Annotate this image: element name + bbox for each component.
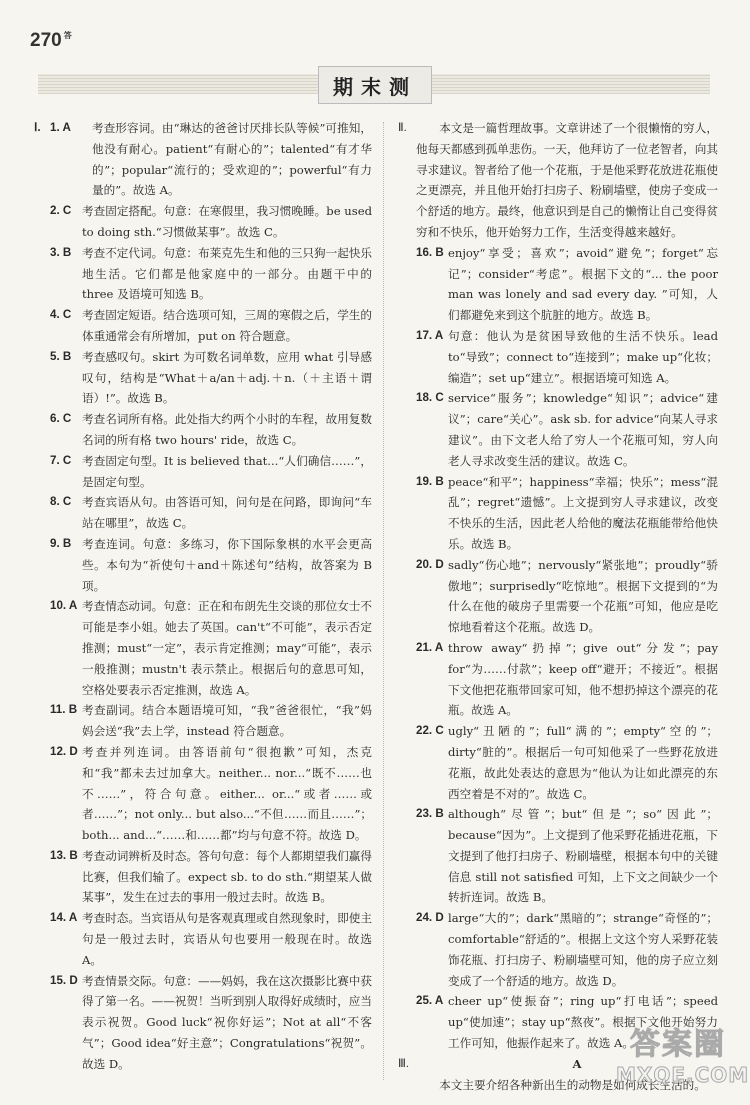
answer-item-24 — [394, 908, 718, 991]
answer-number: 12. D — [50, 744, 78, 758]
section-2-intro — [394, 118, 718, 243]
answer-explanation: peace“和平”；happiness“幸福；快乐”；mess“混乱”；regret“遗憾”。上文提到穷人寻求建议，改变不快乐的生活，因此老人给他的魔法花瓶能带给他快乐。故选 B。 — [448, 474, 718, 551]
answer-item-17 — [394, 326, 718, 388]
section-summary: 本文主要介绍各种新出生的动物是如何成长生活的。 — [439, 1077, 706, 1092]
answer-explanation: 考查感叹句。skirt 为可数名词单数，应用 what 引导感叹句，结构是“What＋a/an＋adj.＋n.（＋主语＋谓语）!”。故选 B。 — [82, 349, 372, 406]
section-numeral: Ⅰ. — [34, 121, 41, 134]
answer-explanation: 考查不定代词。句意：布莱克先生和他的三只狗一起快乐地生活。它们都是他家庭中的一部分。由题干中的 three 及语境可知选 B。 — [82, 245, 372, 302]
answer-number: 17. A — [416, 328, 444, 342]
answer-item-3 — [34, 243, 372, 305]
answer-explanation: 考查动词辨析及时态。答句句意：每个人都期望我们赢得比赛，但我们输了。expect sb. to do sth.“期望某人做某事”，发生在过去的事用一般过去时。故选 B。 — [82, 848, 372, 905]
answer-explanation: ugly“丑陋的”；full“满的”；empty“空的”；dirty“脏的”。根据后一句可知他采了一些野花放进花瓶，故此处表达的意思为“他认为让如此漂亮的东西空着是不对的”。故选 C。 — [448, 724, 718, 801]
section-numeral: Ⅲ. — [398, 1056, 409, 1070]
page-title: 期末测 — [318, 66, 432, 104]
answer-explanation: sadly“伤心地”；nervously“紧张地”；proudly“骄傲地”；surprisedly“吃惊地”。根据下文提到的“为什么在他的破房子里需要一个花瓶”可知，他应是吃惊地看着这个花瓶。故选 D。 — [448, 557, 718, 635]
answer-item-19 — [394, 472, 718, 555]
answer-number: 10. A — [50, 599, 78, 613]
answer-number: 11. B — [50, 703, 78, 717]
section-summary: 本文是一篇哲理故事。文章讲述了一个很懒惰的穷人，他每天都感到孤单悲伤。一天，他拜访了一位老智者，向其寻求建议。智者给了他一个花瓶，于是他采野花放进花瓶使之更漂亮，并且他开始打扫房子、粉刷墙壁，使房子变成一个舒适的地方。最终，他意识到是自己的懒惰让自己变得贫穷和不快乐，他开始努力工作，生活变得越来越好。 — [416, 121, 718, 239]
answer-item-21 — [394, 638, 718, 721]
answer-explanation: 考查连词。句意：多练习，你下国际象棋的水平会更高些。本句为“祈使句＋and＋陈述句”结构，故答案为 B 项。 — [82, 536, 372, 593]
answer-explanation: 考查副词。结合本题语境可知，“我”爸爸很忙，“我”妈妈会送“我”去上学，instead 符合题意。 — [82, 703, 372, 739]
answer-number: 5. B — [50, 349, 72, 363]
answer-explanation: cheer up“使振奋”；ring up“打电话”；speed up“使加速”；stay up“熬夜”。根据下文他开始努力工作可知，他振作起来了。故选 A。 — [448, 994, 718, 1051]
watermark-text-en: MXQE.COM — [616, 1063, 750, 1087]
answer-number: 19. B — [416, 474, 444, 488]
answer-explanation: throw away“扔掉”；give out“分发”；pay for“为……付款”；keep off“避开；不接近”。根据下文他把花瓶带回家可知，他不想扔掉这个漂亮的花瓶。故选 A。 — [448, 640, 718, 718]
subsection-label: A — [572, 1056, 582, 1071]
answer-explanation: 考查时态。当宾语从句是客观真理或自然现象时，即使主句是一般过去时，宾语从句也要用一般现在时。故选 A。 — [82, 911, 372, 967]
answer-number: 16. B — [416, 245, 444, 259]
answer-number: 4. C — [50, 308, 72, 322]
left-column — [34, 118, 372, 1075]
answer-item-11 — [34, 700, 372, 742]
answer-explanation: 考查情景交际。句意：——妈妈，我在这次摄影比赛中获得了第一名。——祝贺！当听到别人取得好成绩时，应当表示祝贺。Good luck“祝你好运”；Not at all“不客气”；Good idea“好主意”；Congratulations“祝贺”。故选 D。 — [82, 973, 372, 1071]
answer-number: 6. C — [50, 412, 72, 426]
answer-number: 8. C — [50, 495, 72, 509]
answer-item-13 — [34, 846, 372, 908]
answer-number: 3. B — [50, 245, 72, 259]
answer-number: 23. B — [416, 807, 444, 821]
answer-explanation: 考查名词所有格。此处指大约两个小时的车程，故用复数名词的所有格 two hours' ride，故选 C。 — [82, 412, 372, 447]
page-number-tag: 答 — [63, 31, 72, 40]
answer-number: 7. C — [50, 453, 72, 467]
answer-explanation: 考查固定短语。结合选项可知，三周的寒假之后，学生的体重通常会有所增加，put on 符合题意。 — [82, 308, 372, 343]
answer-explanation: 考查固定句型。It is believed that...“人们确信……”，是固定句型。 — [82, 453, 372, 489]
answer-explanation: service“服务”；knowledge“知识”；advice“建议”；care“关心”。ask sb. for advice“向某人寻求建议”。由下文老人给了穷人一个花瓶可知，穷人向老人寻求改变生活的建议。故选 C。 — [448, 391, 718, 468]
answer-item-6 — [34, 409, 372, 451]
answer-item-16 — [394, 243, 718, 326]
answer-number: 25. A — [416, 994, 444, 1008]
section-numeral: Ⅱ. — [398, 121, 407, 134]
answer-item-7 — [34, 451, 372, 493]
answer-item-12 — [34, 742, 372, 846]
answer-explanation: 考查宾语从句。由答语可知，问句是在问路，即询问“车站在哪里”，故选 C。 — [82, 495, 372, 531]
right-column — [394, 118, 718, 1095]
answer-number: 21. A — [416, 640, 444, 654]
answer-explanation: 考查并列连词。由答语前句“很抱歉”可知，杰克和“我”都未去过加拿大。neither... nor...“既不……也不……”，符合句意。either... or...“或者……或者……”；not only... but also...“不但……而且……”；both... and...“……和……都”均与句意不符。故选 D。 — [82, 744, 372, 843]
answer-item-1 — [34, 118, 372, 201]
answer-number: 22. C — [416, 724, 444, 738]
answer-number: 14. A — [50, 911, 78, 925]
page-number: 270 $^答$ — [30, 30, 72, 51]
answer-explanation: although“尽管”；but“但是”；so“因此”；because“因为”。上文提到了他采野花插进花瓶，下文提到了他打扫房子、粉刷墙壁，根据本句中的关键信息 still not satisfied 可知，上下文之间缺少一个转折连词。故选 B。 — [448, 807, 718, 905]
answer-explanation: 考查情态动词。句意：正在和布朗先生交谈的那位女士不可能是李小姐。她去了英国。can't“不可能”，表示否定推测；must“一定”，表示肯定推测；may“可能”，表示一般推测；mustn't 表示禁止。根据后句的意思可知，空格处要表示否定推测，故选 A。 — [82, 599, 372, 697]
answer-item-9 — [34, 534, 372, 596]
answer-explanation: 句意：他认为是贫困导致他的生活不快乐。lead to“导致”；connect to“连接到”；make up“化妆；编造”；set up“建立”。根据语境可知选 A。 — [448, 328, 718, 385]
answer-item-14 — [34, 908, 372, 970]
answer-explanation: 考查固定搭配。句意：在寒假里，我习惯晚睡。be used to doing sth.“习惯做某事”。故选 C。 — [82, 204, 372, 239]
answer-item-5 — [34, 347, 372, 409]
answer-number: 9. B — [50, 536, 72, 550]
answer-item-20 — [394, 555, 718, 638]
answer-item-10 — [34, 596, 372, 700]
column-divider — [383, 122, 384, 1080]
watermark-text-cn: 答案圈 — [630, 1027, 726, 1062]
answer-item-22 — [394, 721, 718, 804]
answer-number: 2. C — [50, 204, 72, 218]
answer-number: 15. D — [50, 973, 78, 987]
answer-number: 20. D — [416, 557, 444, 571]
answer-number: 1. A — [50, 121, 71, 134]
answer-explanation: enjoy“享受；喜欢”；avoid“避免”；forget“忘记”；consider“考虑”。根据下文的“... the poor man was lonely and sad every day. ”可知，人们都避免来到这个肮脏的地方。故选 B。 — [448, 245, 718, 323]
answer-item-15 — [34, 971, 372, 1075]
answer-number: 24. D — [416, 911, 444, 925]
answer-number: 18. C — [416, 391, 444, 405]
answer-item-8 — [34, 492, 372, 534]
answer-number: 13. B — [50, 848, 78, 862]
answer-item-23 — [394, 804, 718, 908]
answer-item-18 — [394, 388, 718, 471]
answer-explanation: 考查形容词。由“琳达的爸爸讨厌排长队等候”可推知，他没有耐心。patient“有耐心的”；talented“有才华的”；popular“流行的；受欢迎的”；powerful“有力量的”。故选 A。 — [92, 121, 372, 198]
answer-item-4 — [34, 305, 372, 347]
answer-explanation: large“大的”；dark“黑暗的”；strange“奇怪的”；comfortable“舒适的”。根据上文这个穷人采野花装饰花瓶、打扫房子、粉刷墙壁可知，他的房子应立刻变成了一个舒适的地方。故选 D。 — [448, 911, 718, 988]
watermark-logo — [616, 1019, 750, 1099]
answer-item-2 — [34, 201, 372, 243]
